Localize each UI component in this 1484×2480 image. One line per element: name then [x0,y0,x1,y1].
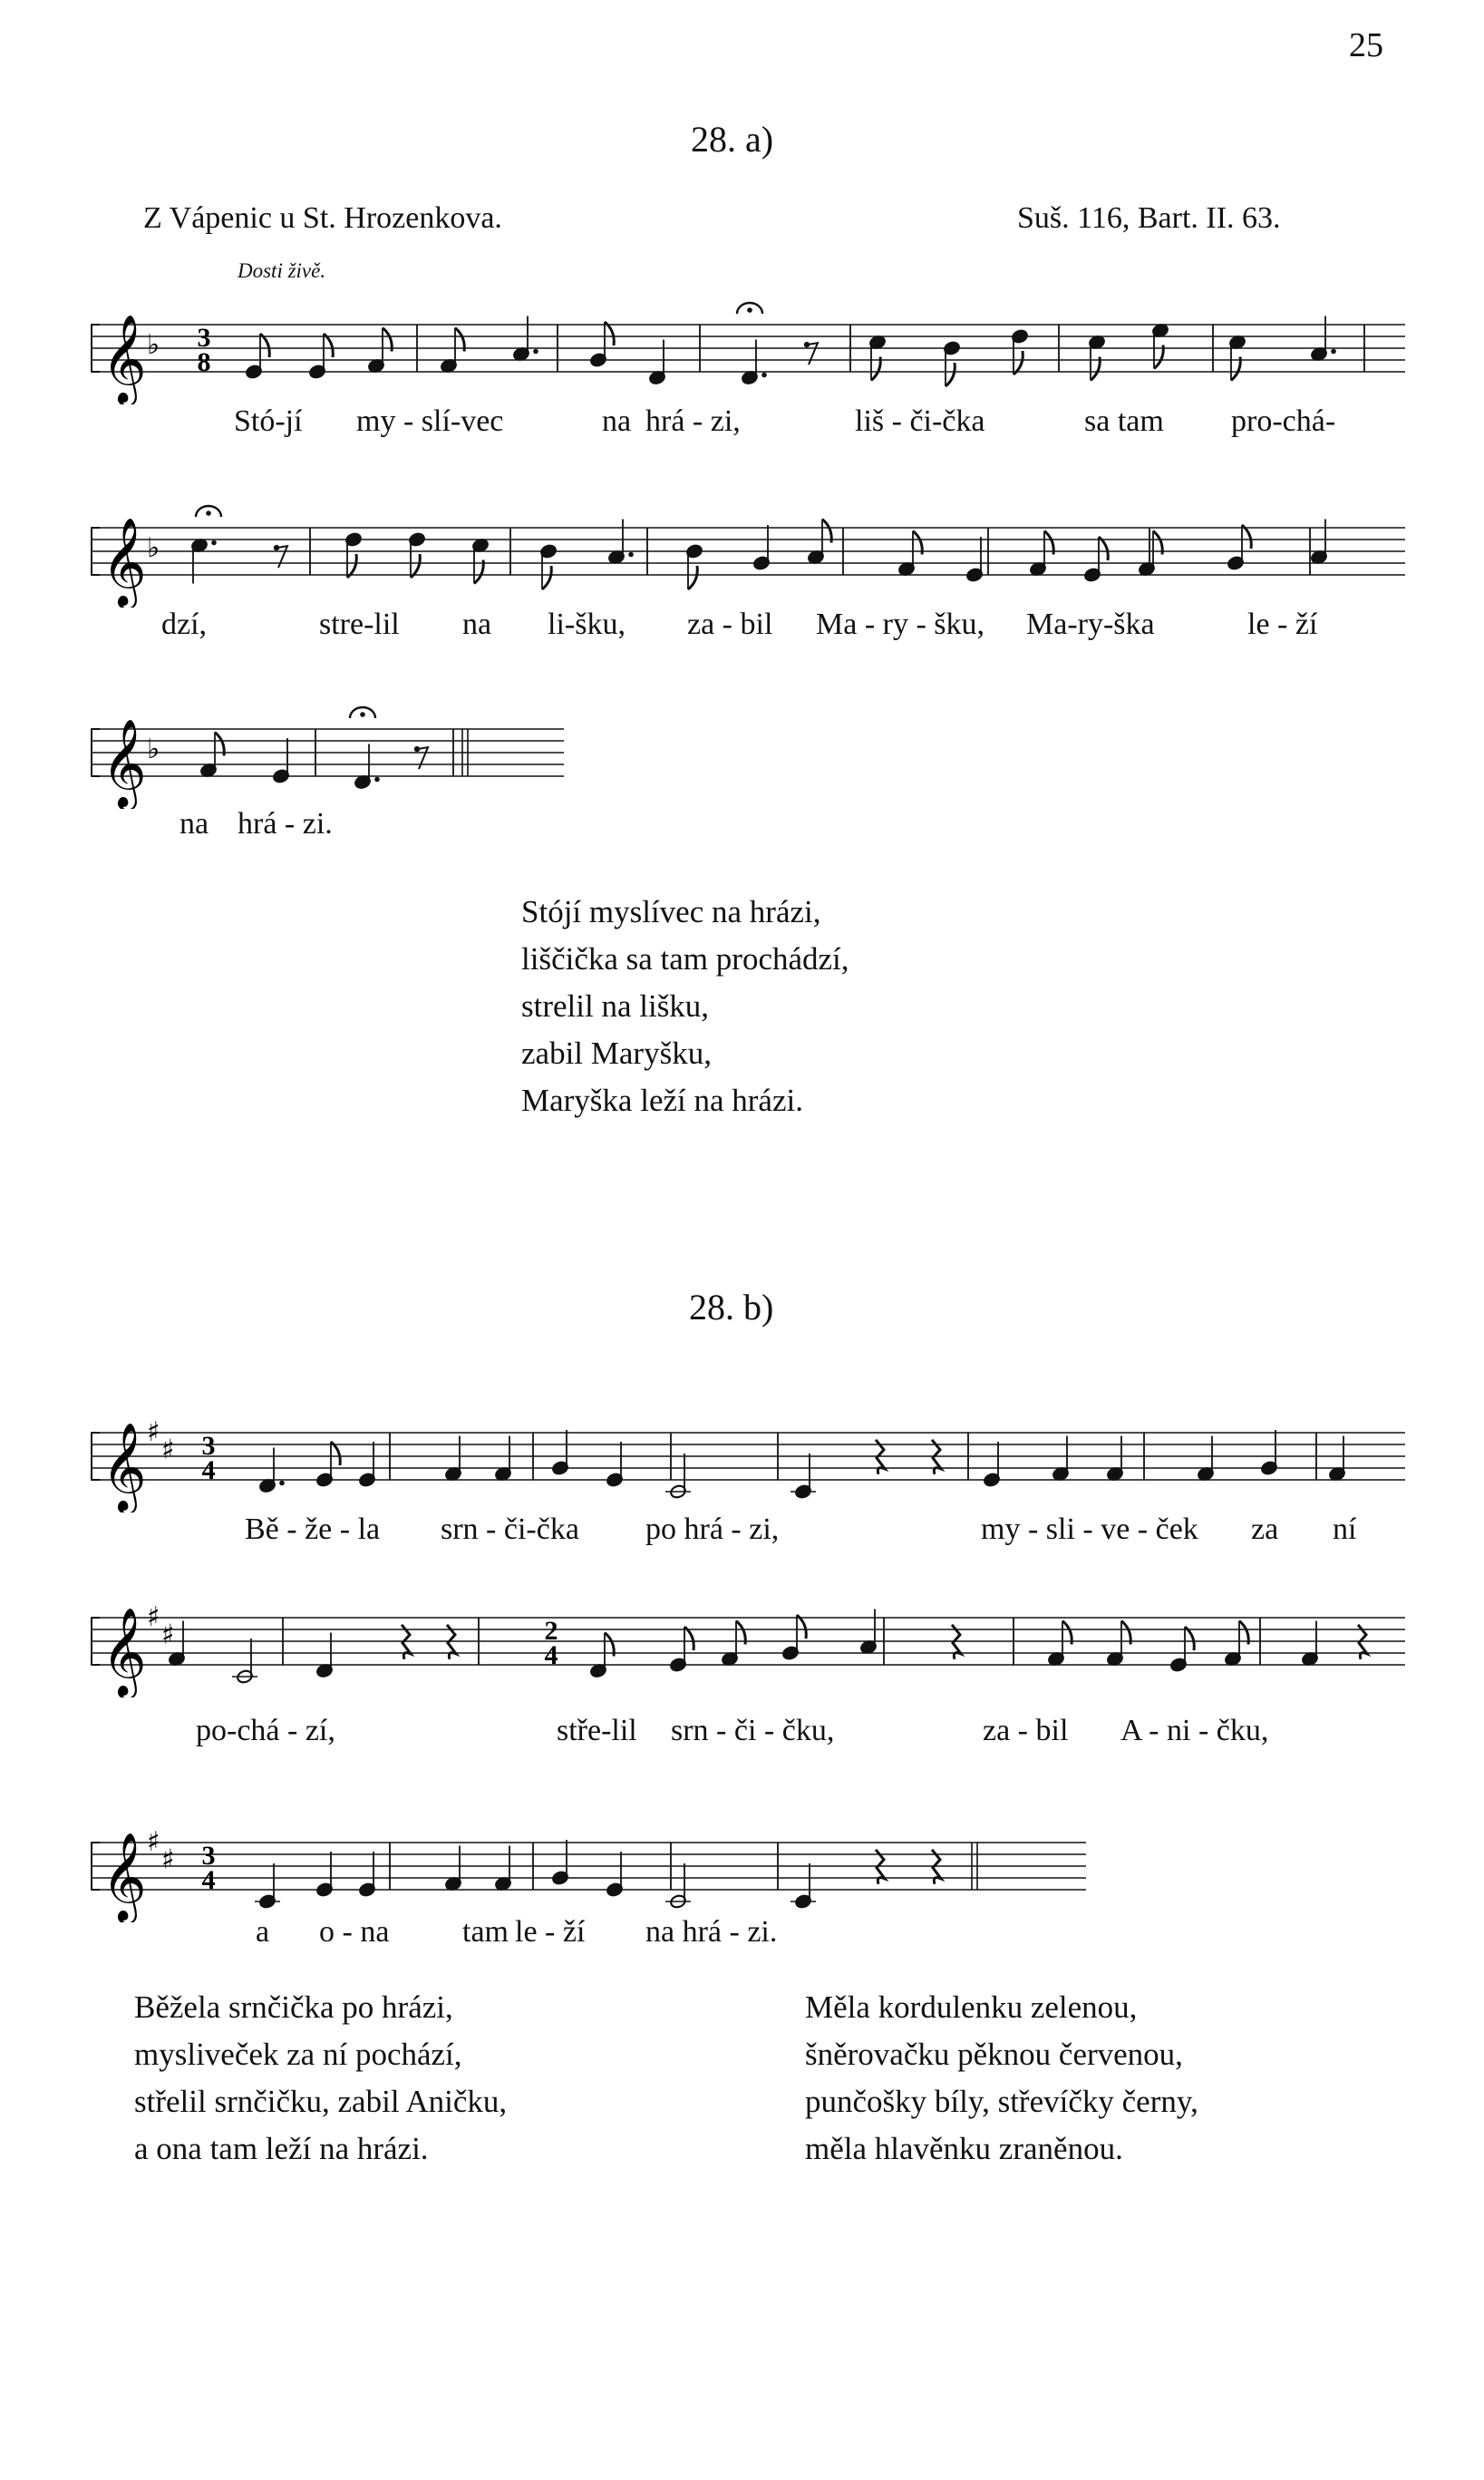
note-flag [797,1615,806,1639]
lyric-syllable: pro-chá- [1231,404,1336,438]
time-signature-top: 3 [201,1431,216,1461]
stanza-line: Stójí myslívec na hrázi, [521,894,821,929]
lyric-syllable: a [256,1915,270,1949]
note-dot [1331,349,1336,355]
lyric-syllable: na [602,404,632,438]
treble-clef-icon: 𝄞 [102,1607,147,1696]
note-flag [324,334,333,357]
note-dot [211,540,217,546]
note-flag [684,1627,694,1650]
lyric-syllable: my - slí-vec [356,404,504,438]
lyric-syllable: sa tam [1084,404,1164,438]
staff-a3 [91,691,598,809]
stanza-line: měla hlavěnku zraněnou. [805,2131,1123,2166]
stanza-b-left [134,1984,507,2173]
fermata-dot [206,511,211,516]
lyric-syllable: za - bil [983,1714,1069,1747]
note-flag [260,334,269,357]
note-flag [1185,1627,1194,1650]
stanza-line: Běžela srnčička po hrázi, [134,1989,453,2025]
lyric-syllable: po-chá - zí, [196,1714,335,1747]
lyric-syllable: hrá - zi. [238,807,333,841]
song-a-source: Suš. 116, Bart. II. 63. [1017,201,1281,235]
note-dot [628,552,634,558]
lyric-syllable: ní [1333,1512,1357,1546]
treble-clef-icon: 𝄞 [102,1832,147,1921]
song-a-title: 28. a) [691,119,774,160]
note-flag [1099,537,1108,560]
sharp-icon: ♯ [147,1601,160,1633]
lyric-syllable: le - ží [1247,608,1318,641]
sharp-icon: ♯ [147,1826,160,1858]
fermata-dot [360,712,365,717]
time-signature-top: 3 [197,323,211,353]
stanza-line: Maryška leží na hrázi. [521,1083,803,1118]
song-a-origin: Z Vápenic u St. Hrozenkova. [143,201,502,235]
lyric-syllable: Stó-jí [234,404,303,438]
stanza-b-right [805,1984,1198,2173]
lyric-syllable: hrá - zi, [645,404,741,438]
fermata-dot [747,307,752,313]
stanza-line: Měla kordulenku zelenou, [805,1989,1138,2025]
staff-b2 [91,1580,1414,1697]
lyric-syllable: po hrá - zi, [645,1512,780,1546]
note-flag [542,566,551,589]
lyric-syllable: dzí, [161,608,208,641]
note-flag [331,1442,340,1465]
tempo-marking: Dosti živě. [238,259,326,282]
treble-clef-icon: 𝄞 [102,718,147,807]
lyric-syllable: my - sli - ve - ček [981,1512,1198,1546]
lyric-syllable: Bě - že - la [245,1512,381,1546]
note-flag [347,554,356,578]
lyric-syllable: na hrá - zi. [645,1915,778,1949]
note-flag [688,566,697,589]
note-flag [946,363,955,386]
stanza-line: strelil na lišku, [521,988,710,1024]
staff-b1 [91,1395,1414,1512]
lyric-syllable: o - na [319,1915,390,1949]
note-dot [761,373,767,378]
note-dot [279,1481,285,1486]
sharp-icon: ♯ [147,1416,160,1448]
note-flag [1014,351,1023,374]
time-signature-bottom: 8 [197,347,211,377]
sharp-icon: ♯ [161,1843,175,1876]
sharp-icon: ♯ [161,1434,175,1466]
lyric-syllable: le - ží [515,1915,586,1949]
stanza-line: a ona tam leží na hrázi. [134,2131,429,2166]
lyric-syllable: stře-lil [557,1714,637,1747]
stanza-a [521,889,849,1124]
treble-clef-icon: 𝄞 [102,517,147,606]
note-flag [605,322,614,345]
stanza-line: zabil Maryšku, [521,1036,712,1071]
staff-a1 [91,287,1414,404]
lyric-syllable: Ma - ry - šku, [816,608,985,641]
lyric-syllable: A - ni - čku, [1120,1714,1269,1747]
lyric-syllable: Ma-ry-ška [1026,608,1155,641]
time-change-bottom: 4 [544,1640,558,1670]
note-dot [533,349,538,355]
note-flag [411,554,420,578]
lyric-syllable: srn - či-čka [441,1512,579,1546]
lyric-syllable: stre-lil [319,608,400,641]
lyric-syllable: na [462,608,492,641]
flat-icon: ♭ [147,532,160,564]
lyric-syllable: liš - či-čka [855,404,985,438]
page-number: 25 [1349,26,1383,64]
stanza-line: mysliveček za ní pochází, [134,2037,462,2072]
lyric-syllable: za - bil [687,608,773,641]
lyric-syllable: na [179,807,209,841]
staff-a2 [91,490,1414,608]
lyric-syllable: za [1251,1512,1279,1546]
stanza-line: liščička sa tam prochádzí, [521,941,849,977]
time-signature-top: 3 [201,1841,216,1871]
song-b-title: 28. b) [689,1287,774,1328]
stanza-line: punčošky bíly, střevíčky černy, [805,2084,1198,2119]
sharp-icon: ♯ [161,1619,175,1651]
lyric-syllable: srn - či - čku, [671,1714,835,1747]
flat-icon: ♭ [147,734,160,765]
lyric-syllable: li-šku, [548,608,626,641]
stanza-line: střelil srnčičku, zabil Aničku, [134,2084,508,2119]
stanza-line: šněrovačku pěknou červenou, [805,2037,1183,2072]
treble-clef-icon: 𝄞 [102,1422,147,1511]
treble-clef-icon: 𝄞 [102,314,147,403]
time-signature-bottom: 4 [201,1865,216,1895]
note-flag [1242,525,1251,549]
time-signature-bottom: 4 [201,1455,216,1485]
flat-icon: ♭ [147,329,160,361]
time-change-top: 2 [544,1616,558,1646]
lyric-syllable: tam [462,1915,509,1949]
staff-b3 [91,1804,1097,1922]
note-dot [374,777,380,783]
